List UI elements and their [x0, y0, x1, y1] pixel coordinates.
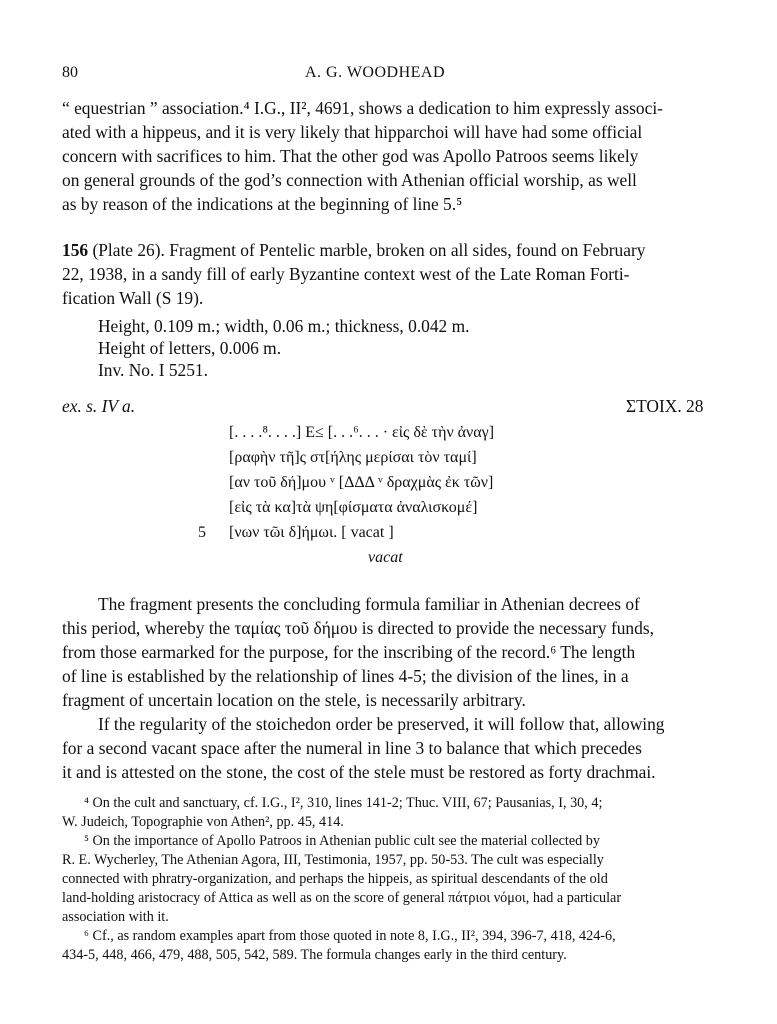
- paragraph-line: for a second vacant space after the numeral in line 3 to balance that which precedes: [62, 738, 642, 758]
- date: ex. s. IV a.: [62, 396, 136, 416]
- paragraph-line: ated with a hippeus, and it is very likely that hipparchoi will have had some official: [62, 122, 643, 142]
- paragraph-line: concern with sacrifices to him. That the other god was Apollo Patroos seems likely: [62, 146, 639, 166]
- paragraph-line: If the regularity of the stoichedon order be preserved, it will follow that, allowing: [98, 714, 665, 734]
- paragraph-line: of line is established by the relationship of lines 4-5; the division of the lines, in a: [62, 666, 629, 686]
- paragraph-line: “ equestrian ” association.⁴ I.G., II², 4691, shows a dedication to him expressly associ-: [62, 98, 663, 118]
- entry-description: Fragment of Pentelic marble, broken on all sides, found on February: [169, 240, 646, 260]
- epigraphy-line: [ραφὴν τῆ]ς στ[ήλης μερίσαι τὸν ταμί]: [229, 449, 477, 466]
- epigraphy-line: [εἰς τὰ κα]τὰ ψη[φίσματα ἀναλισκομέ]: [229, 499, 478, 516]
- page-number: 80: [62, 64, 78, 81]
- entry-number: 156: [62, 240, 89, 260]
- dimensions: Height, 0.109 m.; width, 0.06 m.; thickness, 0.042 m.: [98, 316, 470, 336]
- vacat-line: vacat: [368, 549, 403, 566]
- footnote-line: connected with phratry-organization, and perhaps the hippeis, as spiritual descendants of the old: [62, 871, 608, 887]
- entry-description-line: fication Wall (S 19).: [62, 288, 204, 308]
- letter-height: Height of letters, 0.006 m.: [98, 338, 282, 358]
- paragraph-line: this period, whereby the ταμίας τοῦ δήμου is directed to provide the necessary funds,: [62, 618, 654, 638]
- footnote-line: land-holding aristocracy of Attica as well as on the score of general πάτριοι νόμοι, had a particular: [62, 890, 622, 906]
- paragraph-line: as by reason of the indications at the beginning of line 5.⁵: [62, 194, 463, 214]
- stoichedon-count: ΣΤΟΙΧ. 28: [626, 396, 704, 416]
- footnote-line: association with it.: [62, 909, 169, 925]
- paragraph-line: it and is attested on the stone, the cost of the stele must be restored as forty drachmai.: [62, 762, 656, 782]
- footnote-line: ⁶ Cf., as random examples apart from those quoted in note 8, I.G., II², 394, 396-7, 418, 424-6,: [84, 928, 616, 944]
- line-number-5: 5: [198, 524, 206, 541]
- paragraph-line: fragment of uncertain location on the stele, is necessarily arbitrary.: [62, 690, 526, 710]
- footnote-line: ⁴ On the cult and sanctuary, cf. I.G., I², 310, lines 141-2; Thuc. VIII, 67; Pausanias, I, 30, 4;: [84, 795, 603, 811]
- paragraph-line: The fragment presents the concluding formula familiar in Athenian decrees of: [98, 594, 640, 614]
- entry-description-line: 22, 1938, in a sandy fill of early Byzantine context west of the Late Roman Forti-: [62, 264, 630, 284]
- paragraph-line: from those earmarked for the purpose, for the inscribing of the record.⁶ The length: [62, 642, 636, 662]
- running-head: A. G. WOODHEAD: [305, 64, 446, 81]
- epigraphy-line: [. . . .⁸. . . .] Ε≤ [. . .⁶. . . · εἰς δὲ τὴν ἀναγ]: [229, 424, 495, 441]
- footnote-line: 434-5, 448, 466, 479, 488, 505, 542, 589. The formula changes early in the third century.: [62, 947, 567, 963]
- plate-reference: (Plate 26).: [92, 240, 165, 260]
- footnote-line: W. Judeich, Topographie von Athen², pp. 45, 414.: [62, 814, 344, 830]
- footnote-line: ⁵ On the importance of Apollo Patroos in Athenian public cult see the material collected by: [84, 833, 600, 849]
- inventory-number: Inv. No. I 5251.: [98, 360, 208, 380]
- epigraphy-line: [νων τῶι δ]ήμωι. [ vacat ]: [229, 524, 394, 541]
- epigraphy-line: [αν τοῦ δή]μου ᵛ [ΔΔΔ ᵛ δραχμὰς ἐκ τῶν]: [229, 474, 494, 491]
- footnote-line: R. E. Wycherley, The Athenian Agora, III, Testimonia, 1957, pp. 50-53. The cult was especially: [62, 852, 604, 868]
- paragraph-line: on general grounds of the god’s connection with Athenian official worship, as well: [62, 170, 637, 190]
